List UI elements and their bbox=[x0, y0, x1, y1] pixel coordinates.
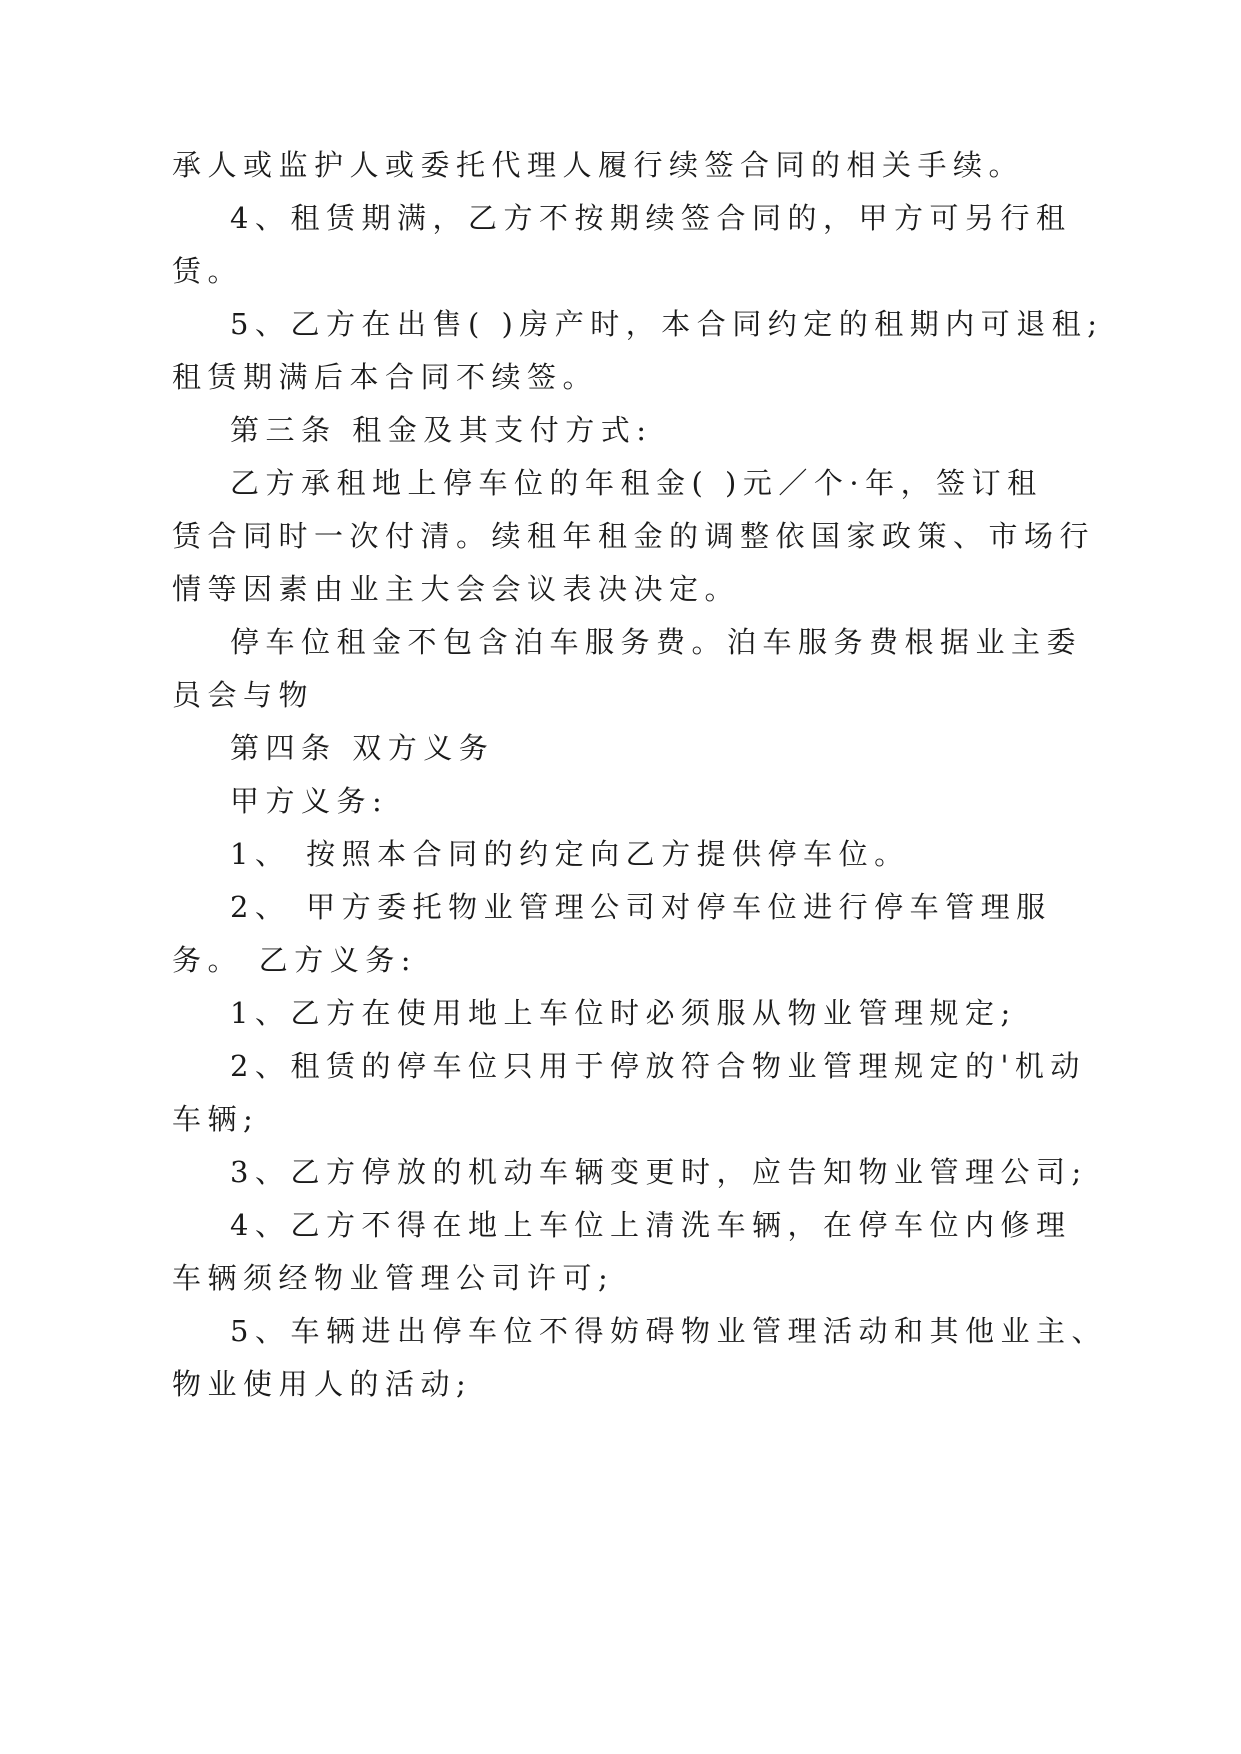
text-line: 务。 乙方义务: bbox=[172, 943, 417, 977]
text-line: 车辆须经物业管理公司许可; bbox=[172, 1261, 615, 1295]
text-line: 物业使用人的活动; bbox=[172, 1367, 473, 1401]
text-line: 2、租赁的停车位只用于停放符合物业管理规定的'机动 bbox=[230, 1049, 1086, 1083]
text-line: 赁合同时一次付清。续租年租金的调整依国家政策、市场行 bbox=[172, 519, 1096, 553]
text-line: 4、租赁期满，乙方不按期续签合同的，甲方可另行租 bbox=[230, 201, 1072, 235]
text-line: 停车位租金不包含泊车服务费。泊车服务费根据业主委 bbox=[230, 625, 1083, 659]
text-line: 5、车辆进出停车位不得妨碍物业管理活动和其他业主、 bbox=[230, 1314, 1107, 1348]
text-line: 4、乙方不得在地上车位上清洗车辆，在停车位内修理 bbox=[230, 1208, 1072, 1242]
text-line: 员会与物 bbox=[172, 678, 315, 712]
text-line: 承人或监护人或委托代理人履行续签合同的相关手续。 bbox=[172, 148, 1025, 182]
text-line: 赁。 bbox=[172, 254, 244, 288]
text-line: 乙方承租地上停车位的年租金( )元／个·年，签订租 bbox=[230, 466, 1043, 500]
text-line: 1、乙方在使用地上车位时必须服从物业管理规定; bbox=[230, 996, 1017, 1030]
text-line: 2、 甲方委托物业管理公司对停车位进行停车管理服 bbox=[230, 890, 1052, 924]
text-line: 情等因素由业主大会会议表决决定。 bbox=[172, 572, 741, 606]
text-line: 1、 按照本合同的约定向乙方提供停车位。 bbox=[230, 837, 910, 871]
text-line: 5、乙方在出售( )房产时，本合同约定的租期内可退租; bbox=[230, 307, 1104, 341]
text-line: 租赁期满后本合同不续签。 bbox=[172, 360, 599, 394]
section-heading: 第三条 租金及其支付方式: bbox=[230, 413, 653, 447]
text-line: 甲方义务: bbox=[230, 784, 389, 818]
section-heading: 第四条 双方义务 bbox=[230, 731, 495, 765]
text-line: 3、乙方停放的机动车辆变更时，应告知物业管理公司; bbox=[230, 1155, 1088, 1189]
text-line: 车辆; bbox=[172, 1102, 260, 1136]
